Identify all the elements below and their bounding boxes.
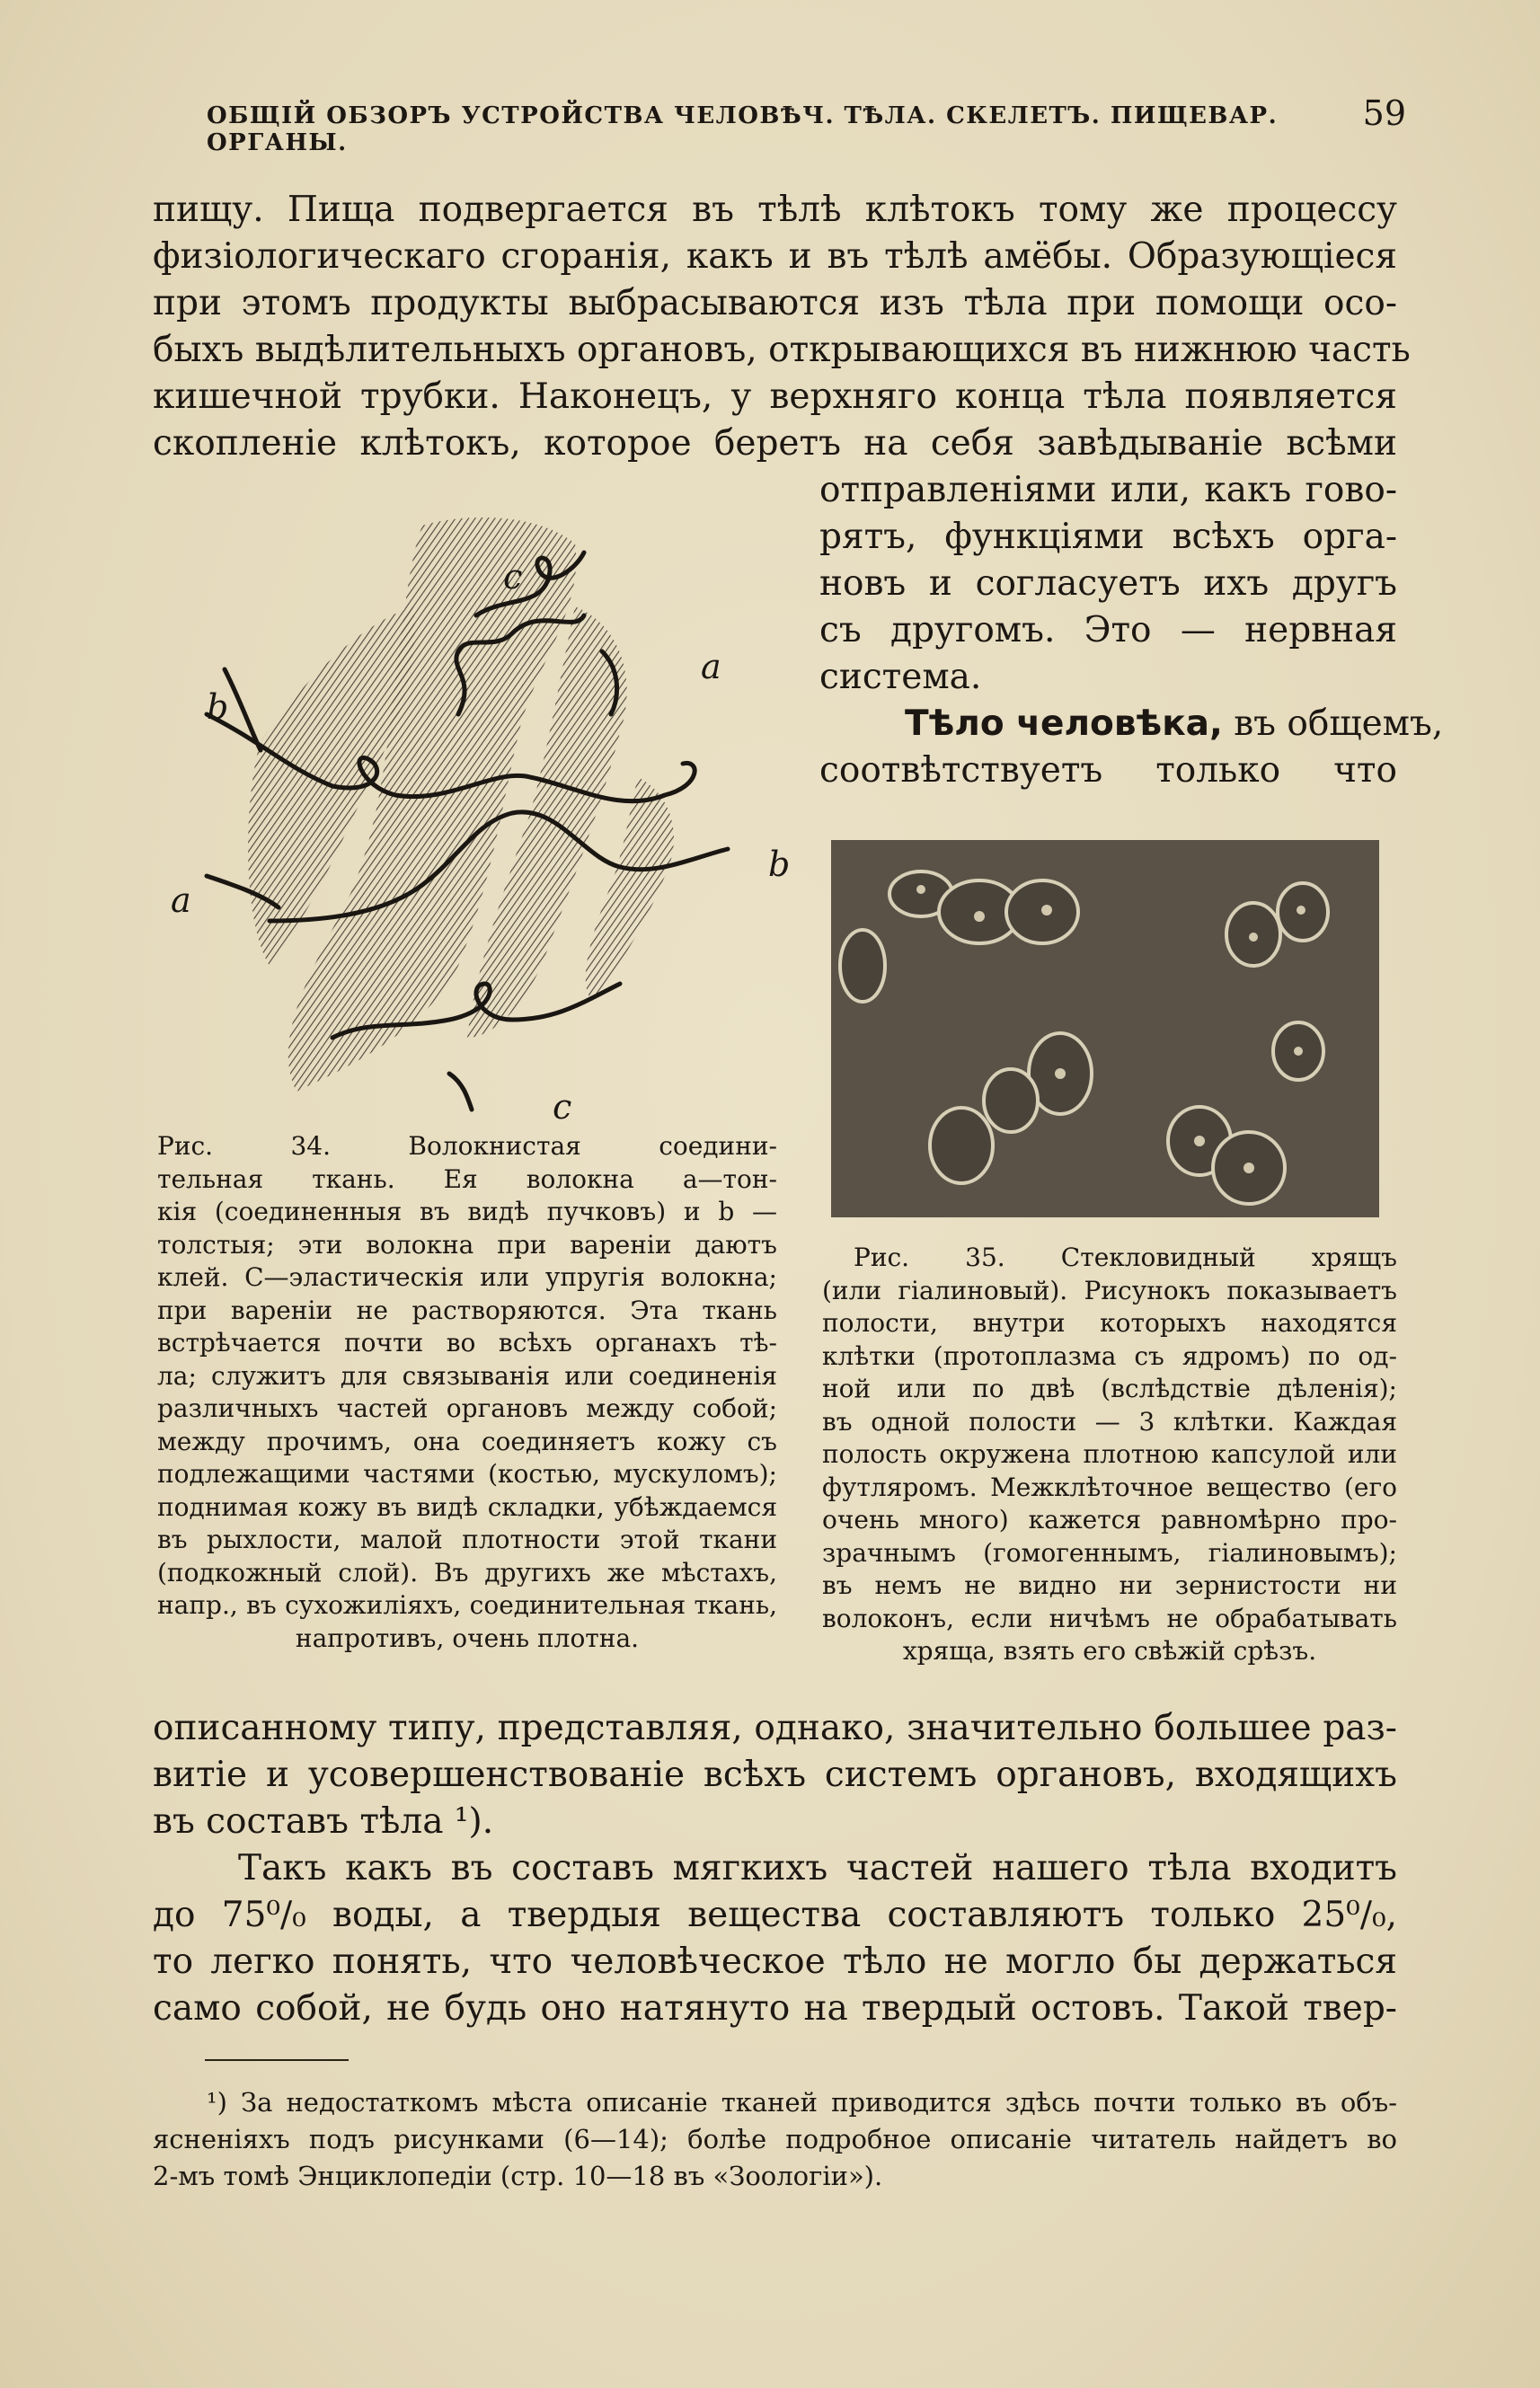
text-line: то легко понять, что человѣческое тѣло не могло бы держаться bbox=[153, 1941, 1397, 1982]
label-b-right: b bbox=[768, 845, 791, 884]
paragraph-bottom-2 bbox=[153, 1845, 1397, 2032]
figure-35-hyaline-cartilage bbox=[831, 840, 1379, 1217]
caption-line: клѣтки (протоплазма съ ядромъ) по од- bbox=[822, 1340, 1397, 1371]
text-line: при этомъ продукты выбрасываются изъ тѣла при помощи осо- bbox=[153, 283, 1397, 323]
text-line: само собой, не будь оно натянуто на твердый остовъ. Такой твер- bbox=[153, 1988, 1397, 2029]
text-line bbox=[819, 701, 1444, 747]
caption-line: напр., въ сухожиліяхъ, соединительная ткань, bbox=[157, 1590, 777, 1620]
label-b-left: b bbox=[207, 687, 229, 727]
footnote-line: 2-мъ томѣ Энциклопедіи (стр. 10—18 въ «Зоологіи»). bbox=[153, 2161, 883, 2191]
text-line: рятъ, функціями всѣхъ орга- bbox=[819, 517, 1397, 557]
text-line: физіологическаго сгоранія, какъ и въ тѣлѣ амёбы. Образующіеся bbox=[153, 236, 1397, 277]
caption-line: очень много) кажется равномѣрно про- bbox=[822, 1505, 1397, 1535]
footnote-divider bbox=[205, 2059, 349, 2061]
label-c-top: c bbox=[503, 557, 523, 597]
caption-line: между прочимъ, она соединяетъ кожу съ bbox=[157, 1426, 777, 1456]
text-line: съ другомъ. Это — нервная bbox=[819, 610, 1397, 650]
text-line: скопленіе клѣтокъ, которое беретъ на себя завѣдываніе всѣми bbox=[153, 423, 1397, 464]
caption-line: встрѣчается почти во всѣхъ органахъ тѣ- bbox=[157, 1328, 777, 1358]
caption-line: различныхъ частей органовъ между собой; bbox=[157, 1393, 777, 1423]
text-line: быхъ выдѣлительныхъ органовъ, открывающихся въ нижнюю часть bbox=[153, 330, 1411, 370]
caption-line: (подкожный слой). Въ другихъ же мѣстахъ, bbox=[157, 1557, 777, 1588]
bold-term: Тѣло человѣка, bbox=[905, 703, 1223, 744]
figure-35-caption bbox=[822, 1242, 1397, 1668]
caption-line: Рис. 35. Стекловидный хрящъ bbox=[854, 1243, 1397, 1272]
text-line: Такъ какъ въ составъ мягкихъ частей нашего тѣла входитъ bbox=[238, 1848, 1397, 1888]
text-line: витіе и усовершенствованіе всѣхъ системъ органовъ, входящихъ bbox=[153, 1755, 1397, 1795]
caption-line: при вареніи не растворяются. Эта ткань bbox=[157, 1295, 777, 1325]
caption-line: напротивъ, очень плотна. bbox=[295, 1623, 640, 1653]
text-line: до 75⁰/₀ воды, а твердыя вещества составляютъ только 25⁰/₀, bbox=[153, 1895, 1397, 1935]
caption-line: полость окружена плотною капсулой или bbox=[822, 1439, 1397, 1469]
caption-line: (или гіалиновый). Рисунокъ показываетъ bbox=[822, 1275, 1397, 1305]
label-a-right: a bbox=[701, 647, 721, 686]
caption-line: кія (соединенныя въ видѣ пучковъ) и b — bbox=[157, 1197, 777, 1226]
footnote-line: ¹) За недостаткомъ мѣста описаніе тканей приводится здѣсь почти только въ объ- bbox=[207, 2087, 1397, 2118]
caption-line: зрачнымъ (гомогеннымъ, гіалиновымъ); bbox=[822, 1537, 1397, 1568]
footnote-line: ясненіяхъ подъ рисунками (6—14); болѣе подробное описаніе читатель найдетъ во bbox=[153, 2124, 1397, 2154]
caption-line: тельная ткань. Ея волокна а—тон- bbox=[157, 1163, 777, 1194]
paragraph-bottom-1 bbox=[153, 1705, 1397, 1845]
running-header bbox=[153, 90, 1406, 156]
caption-line: футляромъ. Межклѣточное вещество (его bbox=[822, 1472, 1397, 1502]
footnote bbox=[153, 2084, 1397, 2195]
caption-line: въ рыхлости, малой плотности этой ткани bbox=[157, 1525, 777, 1554]
text-line: соотвѣтствуетъ только что bbox=[819, 750, 1397, 791]
caption-line: подлежащими частями (костью, мускуломъ); bbox=[157, 1459, 777, 1489]
label-c-bottom: c bbox=[553, 1087, 572, 1123]
text-line: новъ и согласуетъ ихъ другъ bbox=[819, 563, 1397, 604]
text-line: пищу. Пища подвергается въ тѣлѣ клѣтокъ тому же процессу bbox=[153, 190, 1397, 230]
text-line: описанному типу, представляя, однако, значительно большее раз- bbox=[153, 1708, 1397, 1748]
text-run: въ общемъ, bbox=[1222, 703, 1444, 744]
caption-line: толстыя; эти волокна при вареніи даютъ bbox=[157, 1229, 777, 1260]
header-title: ОБЩІЙ ОБЗОРЪ УСТРОЙСТВА ЧЕЛОВѢЧ. ТѢЛА. СКЕЛЕТЪ. ПИЩЕВАР. ОРГАНЫ. bbox=[207, 102, 1279, 156]
caption-line: въ одной полости — 3 клѣтки. Каждая bbox=[822, 1406, 1397, 1437]
figure-34-caption bbox=[157, 1130, 777, 1655]
caption-line: полости, внутри которыхъ находятся bbox=[822, 1308, 1397, 1338]
caption-line: въ немъ не видно ни зернистости ни bbox=[822, 1570, 1397, 1600]
caption-line: клей. С—эластическія или упругія волокна; bbox=[157, 1262, 777, 1292]
caption-line: ной или по двѣ (вслѣдствіе дѣленія); bbox=[822, 1374, 1397, 1403]
caption-line: волоконъ, если ничѣмъ не обрабатывать bbox=[822, 1603, 1397, 1633]
paragraph-side bbox=[819, 467, 1444, 794]
page-number: 59 bbox=[1362, 93, 1406, 133]
caption-line: Рис. 34. Волокнистая соедини- bbox=[157, 1131, 777, 1161]
caption-line: ла; служитъ для связыванія или соединенія bbox=[157, 1360, 777, 1391]
caption-line: хряща, взять его свѣжій срѣзъ. bbox=[902, 1636, 1317, 1666]
figure-34-connective-tissue bbox=[153, 499, 800, 1123]
text-line: система. bbox=[819, 657, 982, 697]
fiber-bundles bbox=[248, 517, 674, 1092]
caption-line: поднимая кожу въ видѣ складки, убѣждаемся bbox=[157, 1491, 777, 1522]
text-line: отправленіями или, какъ гово- bbox=[819, 470, 1397, 510]
text-line: кишечной трубки. Наконецъ, у верхняго конца тѣла появляется bbox=[153, 376, 1397, 417]
label-a-left: a bbox=[171, 880, 191, 920]
text-line: въ составъ тѣла ¹). bbox=[153, 1801, 494, 1842]
paragraph-top bbox=[153, 187, 1411, 467]
